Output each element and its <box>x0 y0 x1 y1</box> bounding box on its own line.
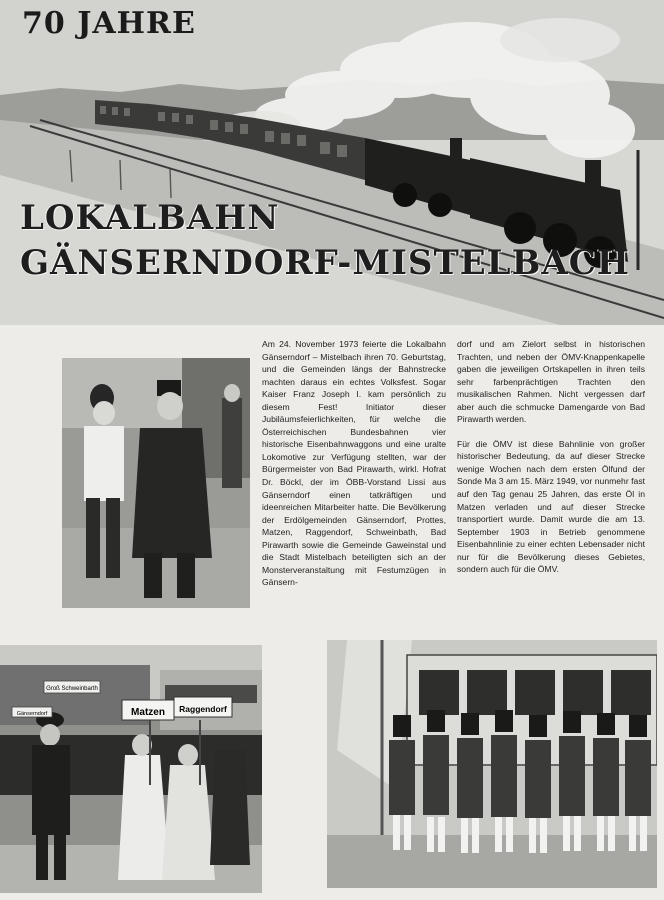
hero-train-photo <box>0 0 664 325</box>
article-paragraph-2: dorf und am Zielort selbst in historischen Trachten, und neben der ÖMV-Knappenkapelle gaben die jeweiligen Ortskapellen in ihren teils sehr farbenprächtigen Trachten den musikalischen Rahmen. Nicht vergessen darf aber auch die schmucke Damengarde von Bad Pirawarth werden. <box>457 339 645 425</box>
emperor-photo <box>62 358 250 608</box>
sign-gaenserndorf: Gänserndorf <box>16 711 48 717</box>
sign-raggendorf: Raggendorf <box>179 704 227 714</box>
anniversary-kicker: 70 JAHRE <box>22 6 196 41</box>
sign-matzen: Matzen <box>131 707 165 718</box>
page-title <box>20 196 630 286</box>
article-paragraph-3: Für die ÖMV ist diese Bahnlinie von großer historischer Bedeutung, da auf dieser Strecke wenige Wochen nach dem ersten Ölfund der Sonde Ma 3 am 15. März 1949, vor nunmehr fast auf den Tag genau 25 Jahren, das erste Öl in Matzen verladen und auf dieser Strecke transportiert wurde. Damit wurde die am 13. September 1903 in Betrieb genommene Eisenbahnlinie zu einer echten Lebensader nicht nur für die Bevölkerung dieses Gebietes, sondern auch für die ÖMV. <box>457 438 645 575</box>
parade-photo <box>0 645 262 893</box>
article-paragraph-1: Am 24. November 1973 feierte die Lokalbahn Gänserndorf – Mistelbach ihren 70. Geburtstag, und die Gemeinden längs der Bahnstrecke machten daraus ein echtes Volksfest. Sogar Kaiser Franz Joseph I. kam persönlich zu diesem Fest! Initiator dieser Jubiläumsfeierlichkeiten, für welche die Österreichischen Bundesbahnen vier historische Eisenbahnwaggons und eine uralte Lokomotive zur Verfügung stellten, war der Bürgermeister von Bad Pirawarth, wirkl. Hofrat Dr. Böckl, der im ÖBB-Vorstand Lissi aus Gänserndorf einen tatkräftigen und ideenreichen Mitarbeiter hatte. Die Bevölkerung der Erdölgemeinden Gänserndorf, Prottes, Matzen, Raggendorf, Schweinbath, Bad Pirawarth sowie die Gemeinde Gaweinstal und die Stadt Mistelbach beteiligten sich an der Monsterveranstaltung mit Festumzügen in Gänsern- <box>262 339 446 588</box>
sign-gross-schweinbarth: Groß Schweinbarth <box>46 686 98 692</box>
band-and-bus-photo <box>327 640 657 888</box>
article-column-1 <box>262 338 446 589</box>
title-line-2: GÄNSERNDORF-MISTELBACH <box>20 243 630 283</box>
title-line-1: LOKALBAHN <box>20 198 280 238</box>
article-column-2 <box>457 338 645 576</box>
